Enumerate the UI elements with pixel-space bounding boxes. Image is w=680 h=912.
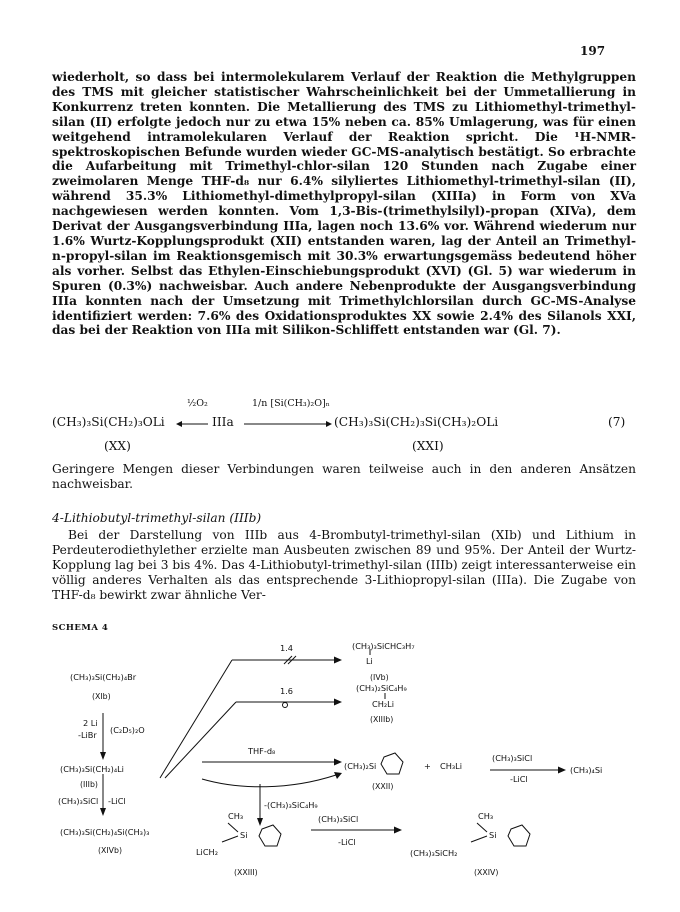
equation-right-formula: (CH₃)₃Si(CH₂)₃Si(CH₃)₂OLi — [334, 415, 499, 429]
solvent: (C₂D₅)₂O — [110, 725, 145, 735]
equation-left-formula: (CH₃)₃Si(CH₂)₃OLi — [52, 415, 165, 429]
xxiv-label: (XXIV) — [474, 868, 499, 877]
xib-label: (XIb) — [92, 692, 111, 701]
equation-arrow-left — [176, 420, 208, 428]
xiiib-label: (XIIIb) — [370, 715, 394, 724]
reagent-li: 2 Li — [83, 718, 98, 728]
xxii-label: (XXII) — [372, 782, 394, 791]
xxiii-si: Si — [240, 830, 248, 840]
scheme-title: SCHEMA 4 — [52, 623, 109, 633]
equation-arrow1-label: ½O₂ — [187, 398, 208, 409]
equation-middle-compound: IIIa — [212, 415, 234, 429]
equation-7 — [52, 397, 636, 457]
licl-reagent-2: -LiCl — [510, 774, 528, 784]
reagent-tmscl: (CH₃)₃SiCl — [58, 796, 99, 806]
reaction-scheme-4 — [0, 620, 680, 910]
equation-number: (7) — [608, 415, 626, 429]
ivb-label: (IVb) — [370, 673, 389, 682]
ivb-li: Li — [366, 656, 373, 666]
xiiib-ch2li: CH₂Li — [372, 699, 394, 709]
licl-reagent-3: -LiCl — [338, 837, 356, 847]
reagent-licl: -LiCl — [108, 796, 126, 806]
xxiv-ch3: CH₃ — [478, 811, 494, 821]
xiiib-formula: (CH₃)₂SiC₄H₉ — [356, 683, 407, 693]
tmscl-reagent-2: (CH₃)₃SiCl — [492, 753, 533, 763]
iiib-formula: (CH₃)₃Si(CH₂)₄Li — [60, 764, 124, 774]
equation-label-xxi: (XXI) — [412, 439, 444, 453]
paragraph-section-body: Bei der Darstellung von IIIb aus 4-Brombutyl-trimethyl-silan (XIb) und Lithium in Perdeuterodiethylether erzielte man Ausbeuten zwischen 89 und 95%. Der Anteil der Wurtz-Kopplung lag bei 3 bis 4%. Das 4-Lithiobutyl-trimethyl-silan (IIIb) zeigt interessanterweise ein völlig anderes Verhalten als das entsprechende 3-Lithiopropyl-silan (IIIa). Die Zugabe von THF-d₈ bewirkt zwar ähnliche Ver- — [52, 528, 636, 602]
ivb-formula: (CH₃)₃SiCHC₃H₇ — [352, 641, 415, 651]
ratio-1-4: 1.4 — [280, 643, 294, 653]
xib-formula: (CH₃)₃Si(CH₂)₄Br — [70, 672, 137, 682]
loss-label: -(CH₃)₃SiC₄H₉ — [264, 800, 318, 810]
xxiii-lich2: LiCH₂ — [196, 847, 218, 857]
reagent-libr: -LiBr — [78, 730, 97, 740]
xxiii-label: (XXIII) — [234, 868, 258, 877]
paragraph-note: Geringere Mengen dieser Verbindungen waren teilweise auch in den anderen Ansätzen nachweisbar. — [52, 462, 636, 491]
tmscl-reagent-3: (CH₃)₃SiCl — [318, 814, 359, 824]
equation-arrow2-label: 1/n [Si(CH₃)₂O]ₙ — [252, 398, 330, 409]
ratio-1-6: 1.6 — [280, 686, 294, 696]
thf-label: THF-d₈ — [248, 746, 276, 756]
ch3li: CH₃Li — [440, 761, 462, 771]
xivb-label: (XIVb) — [98, 846, 123, 855]
equation-label-xx: (XX) — [104, 439, 131, 453]
tms-product: (CH₃)₄Si — [570, 765, 603, 775]
xivb-formula: (CH₃)₃Si(CH₂)₄Si(CH₃)₃ — [60, 827, 150, 837]
xxiv-left: (CH₃)₃SiCH₂ — [410, 848, 458, 858]
plus-sign: + — [424, 761, 431, 771]
equation-arrow-right — [244, 420, 332, 428]
paragraph-continuation: wiederholt, so dass bei intermolekularem Verlauf der Reaktion die Methylgruppen des TMS mit gleicher statistischer Wahrscheinlichkeit bei der Ummetallierung in Konkurrenz treten konnten. Die Metallierung des TMS zu Lithiomethyl-trimethyl-silan (II) erfolgte jedoch nur zu etwa 15% neben ca. 85% Umlagerung, was für einen weitgehend intramolekularen Verlauf der Reaktion spricht. Die ¹H-NMR-spektroskopischen Befunde wurden wieder GC-MS-analytisch bestätigt. So erbrachte die Aufarbeitung mit Trimethyl-chlor-silan 120 Stunden nach Zugabe einer zweimolaren Menge THF-d₈ nur 6.4% silyliertes Lithiomethyl-trimethyl-silan (II), während 35.3% Lithiomethyl-dimethylpropyl-silan (XIIIa) in Form von XVa nachgewiesen werden konnten. Vom 1,3-Bis-(trimethylsilyl)-propan (XIVa), dem Derivat der Ausgangsverbindung IIIa, lagen noch 13.6% vor. Während wiederum nur 1.6% Wurtz-Kopplungsprodukt (XII) entstanden waren, lag der Anteil an Trimethyl-n-propyl-silan im Reaktionsgemisch mit 30.3% erwartungsgemäss bedeutend höher als vorher. Selbst das Ethylen-Einschiebungsprodukt (XVI) (Gl. 5) war wiederum in Spuren (0.3%) nachweisbar. Auch andere Nebenprodukte der Ausgangsverbindung IIIa konnten nach der Umsetzung mit Trimethylchlorsilan durch GC-MS-Analyse identifiziert werden: 7.6% des Oxidationsproduktes XX sowie 2.4% des Silanols XXI, das bei der Reaktion von IIIa mit Silikon-Schliffett entstanden war (Gl. 7). — [52, 70, 636, 338]
xxiv-si: Si — [489, 830, 497, 840]
xxii-formula: (CH₃)₂Si — [344, 761, 377, 771]
iiib-label: (IIIb) — [80, 780, 98, 789]
page-number: 197 — [580, 44, 606, 58]
section-heading: 4-Lithiobutyl-trimethyl-silan (IIIb) — [52, 511, 262, 525]
xxiii-ch3: CH₃ — [228, 811, 244, 821]
